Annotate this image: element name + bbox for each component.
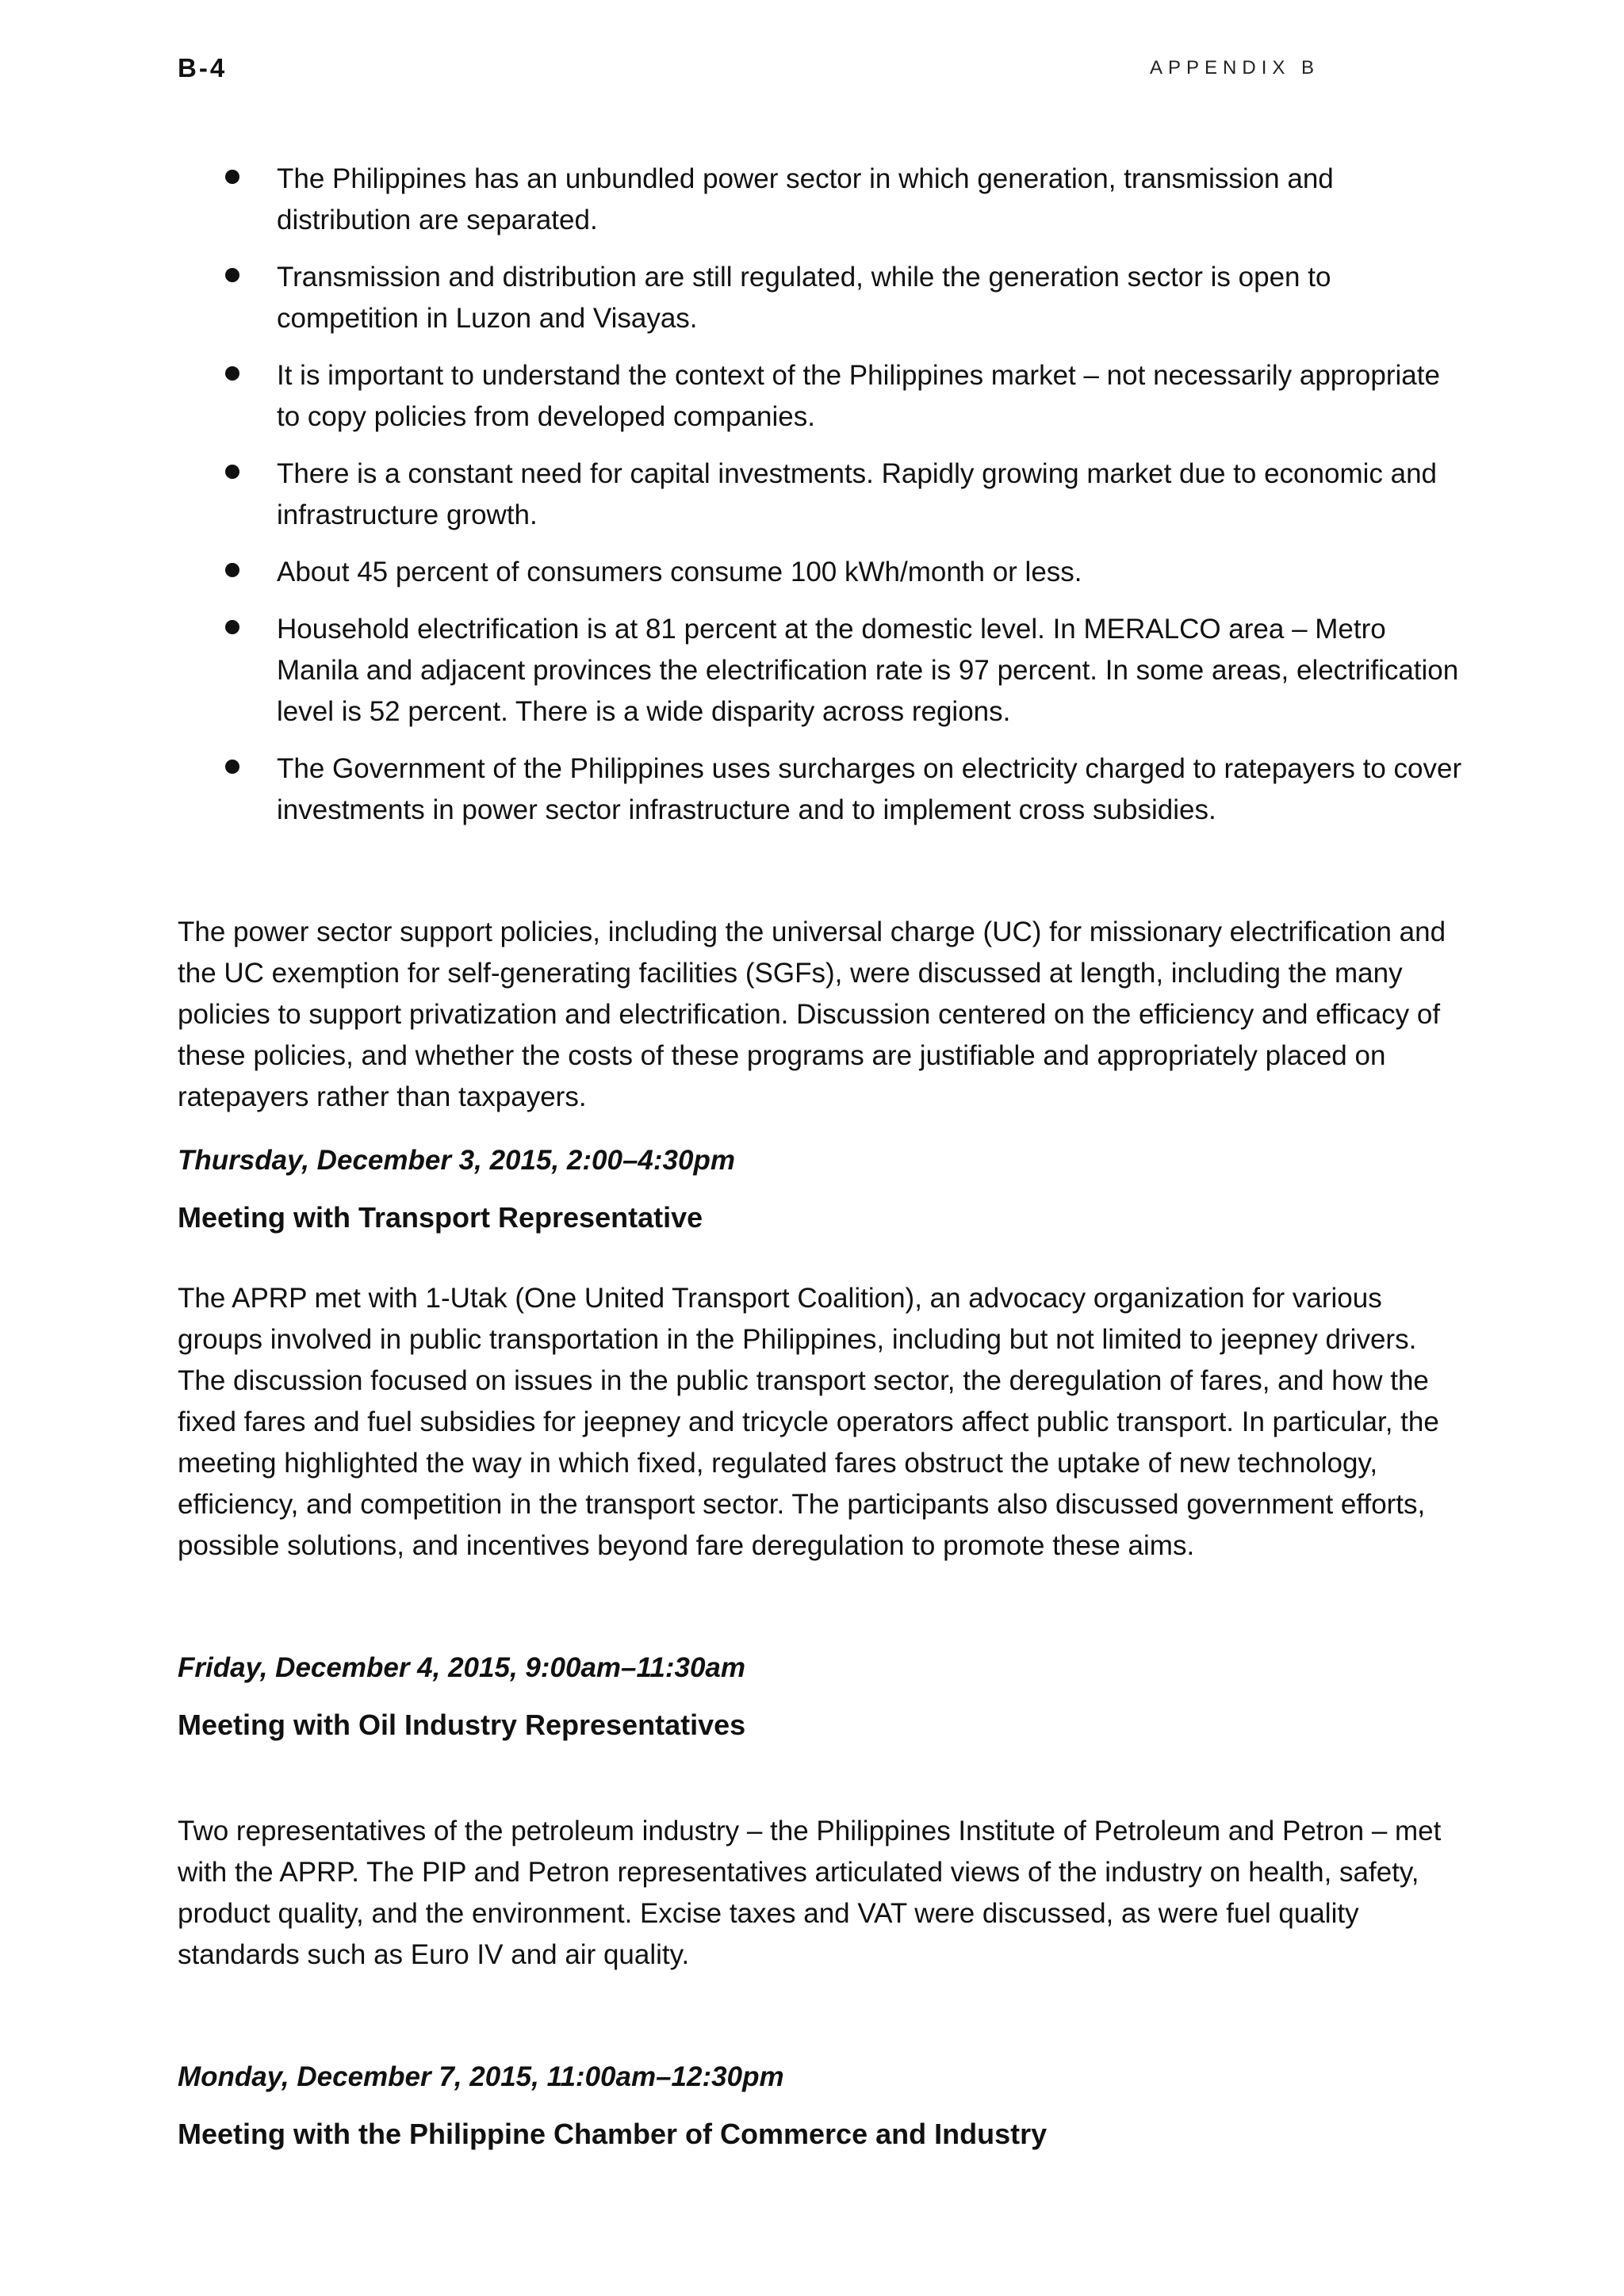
meeting-date: Friday, December 4, 2015, 9:00am–11:30am [178,1652,745,1683]
running-header: APPENDIX B [1150,57,1320,78]
bullet-icon [225,563,239,577]
list-item [178,748,1470,831]
bullet-icon [225,366,239,381]
bullet-icon [225,465,239,479]
bullet-icon [225,268,239,282]
meeting-date: Monday, December 7, 2015, 11:00am–12:30pm [178,2061,784,2092]
power-sector-paragraph: The power sector support policies, including the universal charge (UC) for missionary electrification and the UC exemption for self-generating facilities (SGFs), were discussed at length, including the many policies to support privatization and electrification. Discussion centered on the efficiency and efficacy of these policies, and whether the costs of these programs are justifiable and appropriately placed on ratepayers rather than taxpayers. [178,916,1446,1112]
bullet-text: Household electrification is at 81 percent at the domestic level. In MERALCO area – Metro Manila and adjacent provinces the electrification rate is 97 percent. In some areas, electrification level is 52 percent. There is a wide disparity across regions. [277,614,1459,727]
bullet-text: About 45 percent of consumers consume 100 kWh/month or less. [277,557,1082,587]
list-item [178,552,1470,593]
meeting-title: Meeting with the Philippine Chamber of Commerce and Industry [178,2118,1048,2150]
bullet-text: Transmission and distribution are still regulated, while the generation sector is open to competition in Luzon and Visayas. [277,262,1331,334]
bullet-icon [225,620,239,634]
bullet-text: It is important to understand the context of the Philippines market – not necessarily appropriate to copy policies from developed companies. [277,360,1440,432]
page-number: B-4 [178,53,228,82]
bullet-icon [225,760,239,774]
list-item [178,257,1470,339]
list-item [178,453,1470,536]
list-item [178,609,1470,733]
bullet-list [178,159,1470,847]
bullet-text: The Government of the Philippines uses surcharges on electricity charged to ratepayers to cover investments in power sector infrastructure and to implement cross subsidies. [277,753,1462,825]
meeting-date: Thursday, December 3, 2015, 2:00–4:30pm [178,1145,735,1176]
bullet-text: The Philippines has an unbundled power sector in which generation, transmission and distribution are separated. [277,163,1334,235]
meeting-title: Meeting with Oil Industry Representatives [178,1709,746,1741]
list-item [178,355,1470,438]
meeting-summary: The APRP met with 1-Utak (One United Transport Coalition), an advocacy organization for various groups involved in public transportation in the Philippines, including but not limited to jeepney drivers. The discussion focused on issues in the public transport sector, the deregulation of fares, and how the fixed fares and fuel subsidies for jeepney and tricycle operators affect public transport. In particular, the meeting highlighted the way in which fixed, regulated fares obstruct the uptake of new technology, efficiency, and competition in the transport sector. The participants also discussed government efforts, possible solutions, and incentives beyond fare deregulation to promote these aims. [178,1283,1439,1561]
list-item [178,159,1470,241]
bullet-text: There is a constant need for capital investments. Rapidly growing market due to economic and infrastructure growth. [277,458,1437,530]
bullet-icon [225,170,239,184]
meeting-title: Meeting with Transport Representative [178,1201,703,1234]
meeting-summary: Two representatives of the petroleum industry – the Philippines Institute of Petroleum and Petron – met with the APRP. The PIP and Petron representatives articulated views of the industry on health, safety, product quality, and the environment. Excise taxes and VAT were discussed, as were fuel quality standards such as Euro IV and air quality. [178,1816,1442,1970]
